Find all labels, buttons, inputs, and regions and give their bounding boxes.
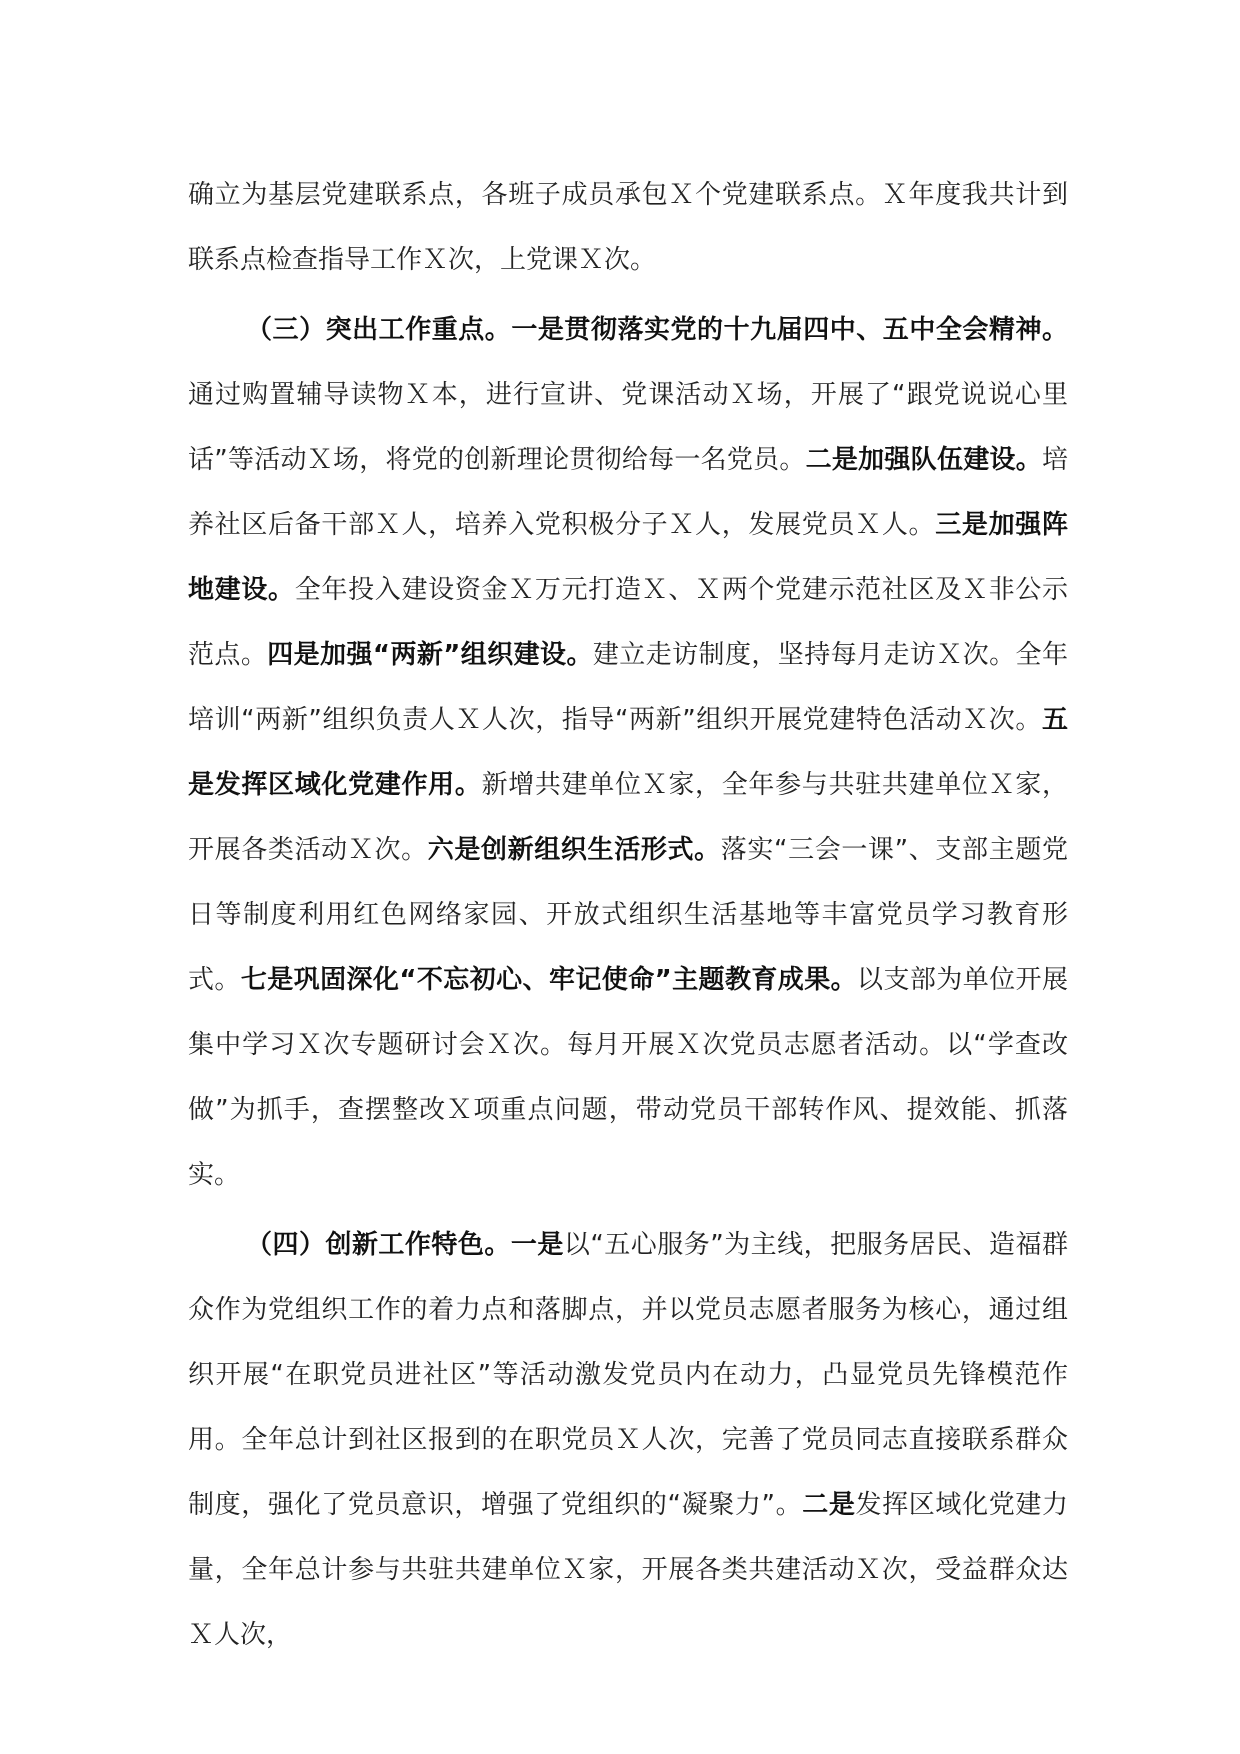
text-run: 通过购置辅导读物Ｘ本，进行宣讲、党课活动Ｘ场，开展了“跟党说说心里话”等活动Ｘ场，将党的创新理论贯彻给每一名党员。 — [188, 380, 1068, 475]
document-body — [188, 163, 1068, 1668]
bold-point-position-building: 三是加强阵地建设。 — [188, 510, 1068, 605]
bold-point-second: 二是 — [802, 1490, 856, 1520]
paragraph-contact-points — [188, 163, 1068, 293]
text-run: 建立走访制度，坚持每月走访Ｘ次。全年培训“两新”组织负责人Ｘ人次，指导“两新”组织开展党建特色活动Ｘ次。 — [188, 640, 1068, 735]
section-heading-work-focus: （三）突出工作重点。一是贯彻落实党的十九届四中、五中全会精神。 — [246, 315, 1068, 345]
paragraph-work-focus — [188, 298, 1068, 1208]
text-run: 确立为基层党建联系点，各班子成员承包Ｘ个党建联系点。Ｘ年度我共计到联系点检查指导工作Ｘ次，上党课Ｘ次。 — [188, 180, 1068, 275]
bold-point-regional-party-building: 五是发挥区域化党建作用。 — [188, 705, 1068, 800]
section-heading-work-features: （四）创新工作特色。一是 — [246, 1230, 564, 1260]
bold-point-organization-life: 六是创新组织生活形式。 — [427, 835, 721, 865]
bold-point-team-building: 二是加强队伍建设。 — [805, 445, 1042, 475]
text-run: 以“五心服务”为主线，把服务居民、造福群众作为党组织工作的着力点和落脚点，并以党员志愿者服务为核心，通过组织开展“在职党员进社区”等活动激发党员内在动力，凸显党员先锋模范作用。全年总计到社区报到的在职党员Ｘ人次，完善了党员同志直接联系群众制度，强化了党员意识，增强了党组织的“凝聚力”。 — [188, 1230, 1068, 1520]
text-run: 培养社区后备干部Ｘ人，培养入党积极分子Ｘ人，发展党员Ｘ人。 — [188, 445, 1068, 540]
text-run: 以支部为单位开展集中学习Ｘ次专题研讨会Ｘ次。每月开展Ｘ次党员志愿者活动。以“学查改做”为抓手，查摆整改Ｘ项重点问题，带动党员干部转作风、提效能、抓落实。 — [188, 965, 1068, 1190]
text-run: 落实“三会一课”、支部主题党日等制度利用红色网络家园、开放式组织生活基地等丰富党员学习教育形式。 — [188, 835, 1068, 995]
paragraph-work-features — [188, 1213, 1068, 1668]
bold-point-two-new-orgs: 四是加强“两新”组织建设。 — [267, 640, 593, 670]
text-run: 发挥区域化党建力量，全年总计参与共驻共建单位Ｘ家，开展各类共建活动Ｘ次，受益群众达Ｘ人次， — [188, 1490, 1068, 1650]
text-run: 全年投入建设资金Ｘ万元打造Ｘ、Ｘ两个党建示范社区及Ｘ非公示范点。 — [188, 575, 1068, 670]
bold-point-theme-education: 七是巩固深化“不忘初心、牢记使命”主题教育成果。 — [240, 965, 858, 995]
text-run: 新增共建单位Ｘ家，全年参与共驻共建单位Ｘ家，开展各类活动Ｘ次。 — [188, 770, 1068, 865]
